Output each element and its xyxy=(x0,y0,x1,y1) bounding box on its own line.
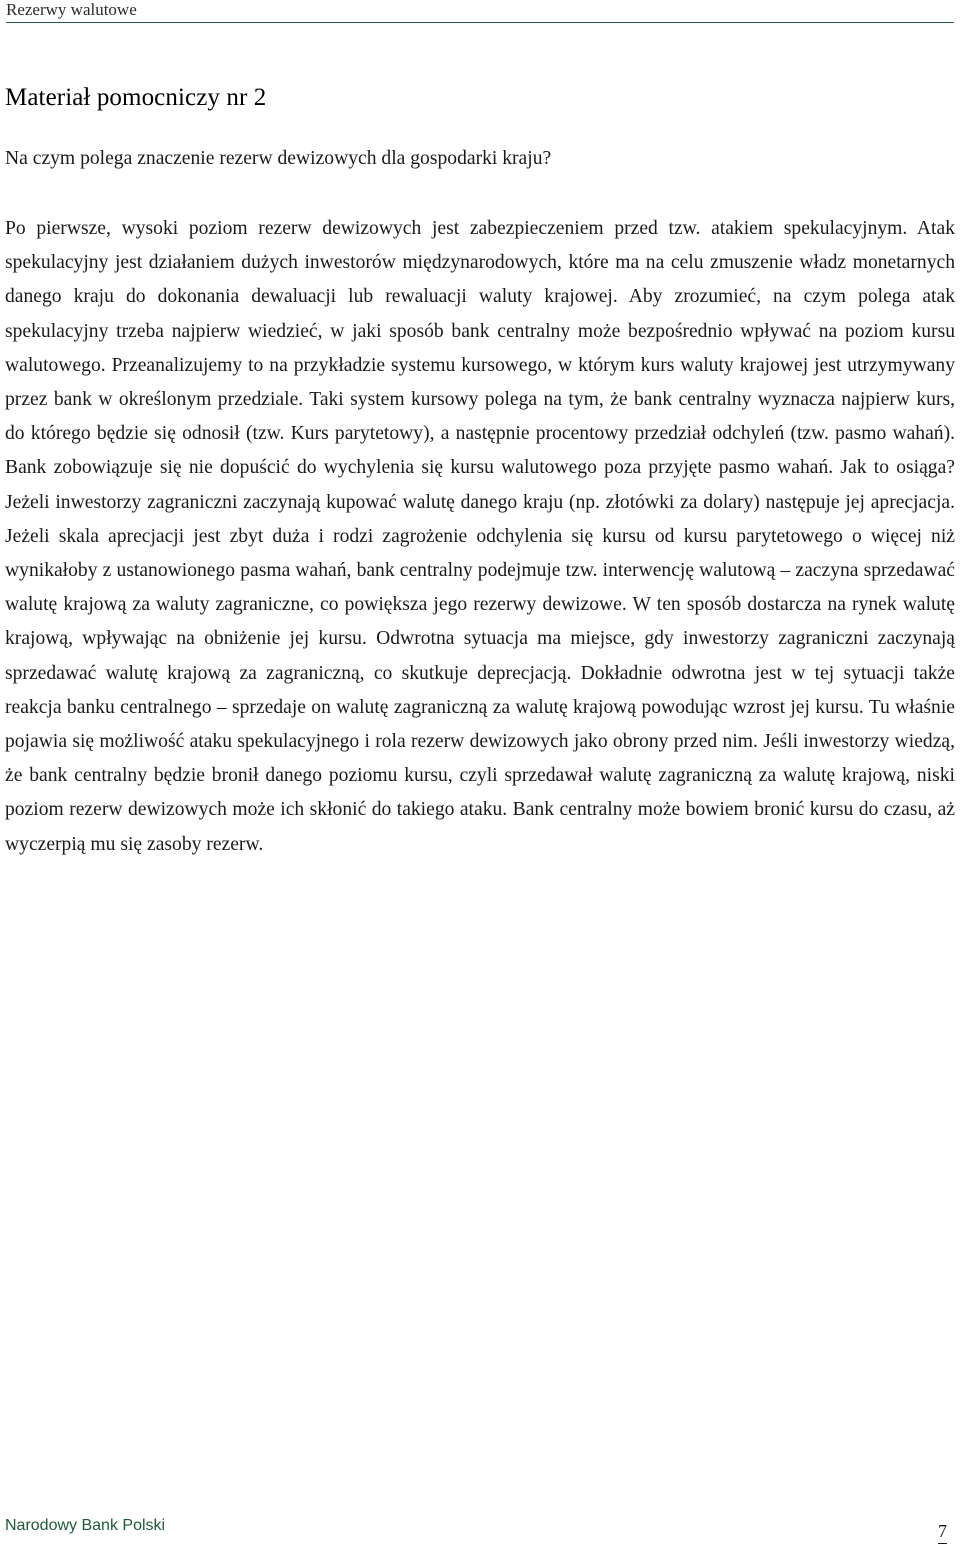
running-header-title: Rezerwy walutowe xyxy=(6,0,137,19)
section-title: Materiał pomocniczy nr 2 xyxy=(5,84,267,111)
page-number: 7 xyxy=(938,1520,947,1544)
question-text: Na czym polega znaczenie rezerw dewizowych dla gospodarki kraju? xyxy=(5,148,552,169)
footer-publisher: Narodowy Bank Polski xyxy=(5,1517,166,1534)
body-paragraph: Po pierwsze, wysoki poziom rezerw dewizowych jest zabezpieczeniem przed tzw. atakiem spekulacyjnym. Atak spekulacyjny jest działaniem dużych inwestorów międzynarodowych, które ma na celu zmuszenie władz monetarnych danego kraju do dokonania dewaluacji lub rewaluacji waluty krajowej. Aby zrozumieć, na czym polega atak spekulacyjny trzeba najpierw wiedzieć, w jaki sposób bank centralny może bezpośrednio wpływać na poziom kursu walutowego. Przeanalizujemy to na przykładzie systemu kursowego, w którym kurs waluty krajowej jest utrzymywany przez bank w określonym przedziale. Taki system kursowy polega na tym, że bank centralny wyznacza najpierw kurs, do którego będzie się odnosił (tzw. Kurs parytetowy), a następnie procentowy przedział odchyleń (tzw. pasmo wahań). Bank zobowiązuje się nie dopuścić do wychylenia się kursu walutowego poza przyjęte pasmo wahań. Jak to osiąga? Jeżeli inwestorzy zagraniczni zaczynają kupować walutę danego kraju (np. złotówki za dolary) następuje jej aprecjacja. Jeżeli skala aprecjacji jest zbyt duża i rodzi zagrożenie odchylenia się kursu od kursu parytetowego o więcej niż wynikałoby z ustanowionego pasma wahań, bank centralny podejmuje tzw. interwencję walutową – zaczyna sprzedawać walutę krajową za waluty zagraniczne, co powiększa jego rezerwy dewizowe. W ten sposób dostarcza na rynek walutę krajową, wpływając na obniżenie jej kursu. Odwrotna sytuacja ma miejsce, gdy inwestorzy zagraniczni zaczynają sprzedawać walutę krajową za zagraniczną, co skutkuje deprecjacją. Dokładnie odwrotna jest w tej sytuacji także reakcja banku centralnego – sprzedaje on walutę zagraniczną za walutę krajową powodując wzrost jej kursu. Tu właśnie pojawia się możliwość ataku spekulacyjnego i rola rezerw dewizowych jako obrony przed nim. Jeśli inwestorzy wiedzą, że bank centralny będzie bronił danego poziomu kursu, czyli sprzedawał walutę zagraniczną za walutę krajową, niski poziom rezerw dewizowych może ich skłonić do takiego ataku. Bank centralny może bowiem bronić kursu do czasu, aż wyczerpią mu się zasoby rezerw. xyxy=(5,218,955,855)
running-header xyxy=(6,0,954,23)
